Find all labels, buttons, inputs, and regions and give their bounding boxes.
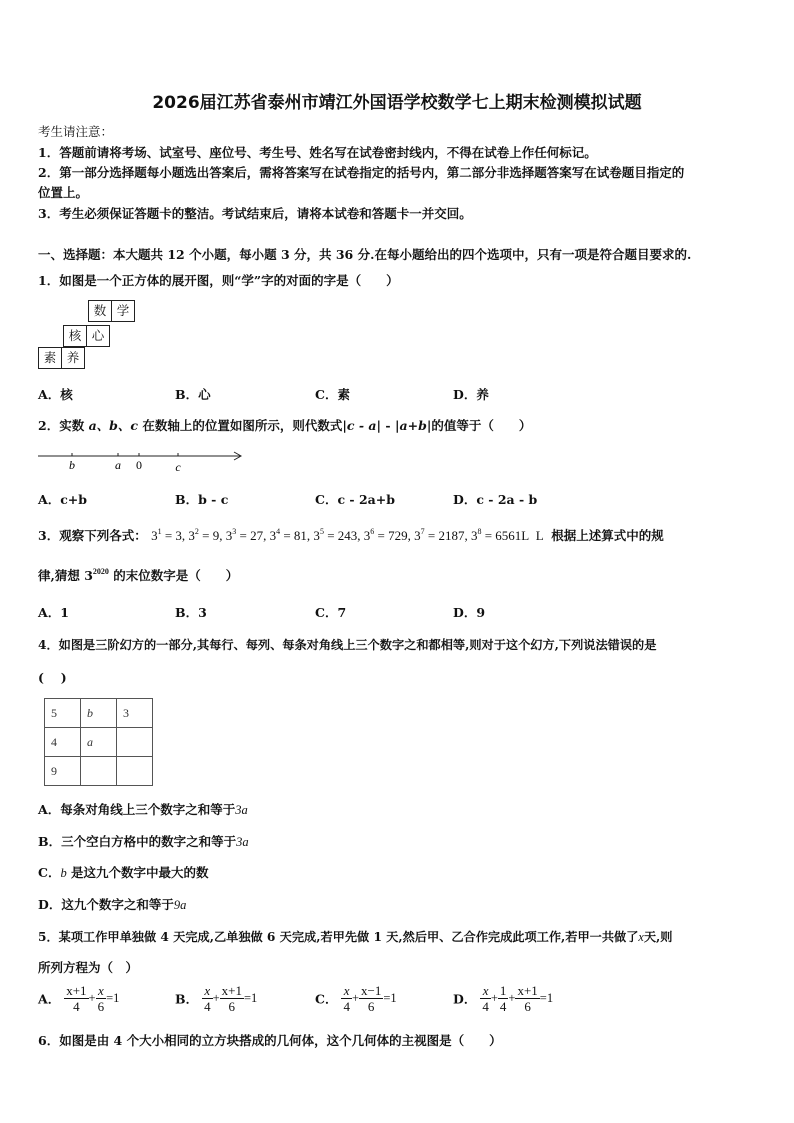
option-a: A．c+b [38,492,88,507]
q2-text: |的值等于（ ） [426,418,532,433]
q4-option-c [38,863,209,881]
option-math: 3a [236,835,249,849]
q5-option-d: D． $\frac{x}{4}$ + $\frac{1}{4}$ + $\frac{x+1}{6}$ =1 [453,983,554,1014]
q4-option-d [38,895,186,913]
net-cell: 学 [111,300,135,322]
axis-label-zero: 0 [136,458,142,472]
question-3 [38,526,664,544]
option-c: C．c - 2a+b [315,492,395,507]
option-text: B．三个空白方格中的数字之和等于 [38,834,237,849]
option-b: B．心 [175,387,211,402]
net-cell: 核 [63,325,87,347]
page-title: 2026届江苏省泰州市靖江外国语学校数学七上期末检测模拟试题 [152,93,642,113]
magic-cell [81,757,117,786]
q2-text: | - | [376,418,400,433]
question-5-line2: 所列方程为（ ） [38,960,139,975]
q3-text: 的末位数字是（ ） [108,568,239,583]
option-math: b [60,866,67,880]
net-cell: 养 [61,347,85,369]
notice-item: 3．考生必须保证答题卡的整洁。考试结束后，请将本试卷和答题卡一并交回。 [38,206,472,221]
option-text: D．这九个数字之和等于 [38,897,174,912]
magic-cell: a [81,728,117,757]
q5-option-a: A． $\frac{x+1}{4}$ + $\frac{x}{6}$ =1 [38,983,120,1014]
option-label: C． [315,991,338,1007]
notice-item: 位置上。 [38,185,89,200]
option-b: B．b - c [175,492,229,507]
q2-expr: c - a [346,418,377,433]
magic-square [44,698,153,786]
q3-text: 律,猜想 3 [38,568,93,583]
magic-cell: b [81,699,117,728]
q5-option-b: B． $\frac{x}{4}$ + $\frac{x+1}{6}$ =1 [175,983,258,1014]
option-d: D．9 [453,605,486,620]
question-3-line2 [38,566,238,584]
q5-option-c: C． $\frac{x}{4}$ + $\frac{x-1}{6}$ =1 [315,983,397,1014]
q2-text: 2．实数 [38,418,89,433]
option-text: A．每条对角线上三个数字之和等于 [38,802,236,817]
option-a: A．核 [38,387,73,402]
question-5 [38,928,672,945]
option-a: A．1 [38,605,69,620]
q3-suffix: 根据上述算式中的规 [551,528,664,543]
option-c: C．素 [315,387,350,402]
magic-cell: 4 [45,728,81,757]
magic-cell: 5 [45,699,81,728]
question-2 [38,416,531,434]
q5-var: x [638,930,644,944]
number-line [36,446,248,474]
question-1: 1．如图是一个正方体的展开图，则“学”字的对面的字是（ ） [38,273,399,288]
q2-expr: a+b [399,418,427,433]
option-d: D．养 [453,387,489,402]
option-label: D． [453,991,477,1007]
magic-cell: 3 [117,699,153,728]
notice-item: 2．第一部分选择题每小题选出答案后，需将答案写在试卷指定的括号内，第二部分非选择题答案写在试卷题目指定的 [38,165,685,180]
axis-label-b: b [69,458,75,472]
q5-text: 5．某项工作甲单独做 4 天完成,乙单独做 6 天完成,若甲先做 1 天,然后甲、乙合作完成此项工作,若甲一共做了 [38,930,639,944]
question-4-paren: ( ) [38,670,67,685]
q3-prefix: 3．观察下列各式： [38,528,147,543]
net-cell: 心 [86,325,110,347]
q3-exponent: 2020 [92,567,109,576]
magic-cell [117,757,153,786]
option-text: C． [38,865,61,880]
net-cell: 素 [38,347,62,369]
power-sequence: $3^1 = 3$, $3^2 = 9$, $3^3 = 27$, $3^4 = 81$, $3^5 = 243$, $3^6 = 729$, $3^7 = 2187$, $3^8 = 6561L$ L [151,527,547,543]
option-label: A． [38,991,61,1007]
axis-label-a: a [115,458,121,472]
question-6: 6．如图是由 4 个大小相同的立方块搭成的几何体，这个几何体的主视图是（ ） [38,1033,502,1048]
notice-item: 1．答题前请将考场、试室号、座位号、考生号、姓名写在试卷密封线内，不得在试卷上作任何标记。 [38,145,597,160]
option-c: C．7 [315,605,347,620]
q4-option-b [38,832,249,850]
magic-cell: 9 [45,757,81,786]
option-math: 9a [173,898,187,912]
notice-heading: 考生请注意： [38,124,114,139]
option-d: D．c - 2a - b [453,492,538,507]
magic-cell [117,728,153,757]
section-heading: 一、选择题：本大题共 12 个小题，每小题 3 分，共 36 分.在每小题给出的四个选项中，只有一项是符合题目要求的. [38,247,692,262]
question-4: 4．如图是三阶幻方的一部分,其每行、每列、每条对角线上三个数字之和都相等,则对于这个幻方,下列说法错误的是 [38,638,657,652]
q5-text: 天,则 [643,930,673,944]
option-text: 是这九个数字中最大的数 [66,865,209,880]
option-label: B． [175,991,199,1007]
option-b: B．3 [175,605,207,620]
option-math: 3a [235,803,248,817]
q4-option-a [38,800,248,818]
q2-vars: a、b、c [88,418,139,433]
net-cell: 数 [88,300,112,322]
axis-label-c: c [175,460,181,474]
q2-text: 在数轴上的位置如图所示，则代数式| [138,418,347,433]
